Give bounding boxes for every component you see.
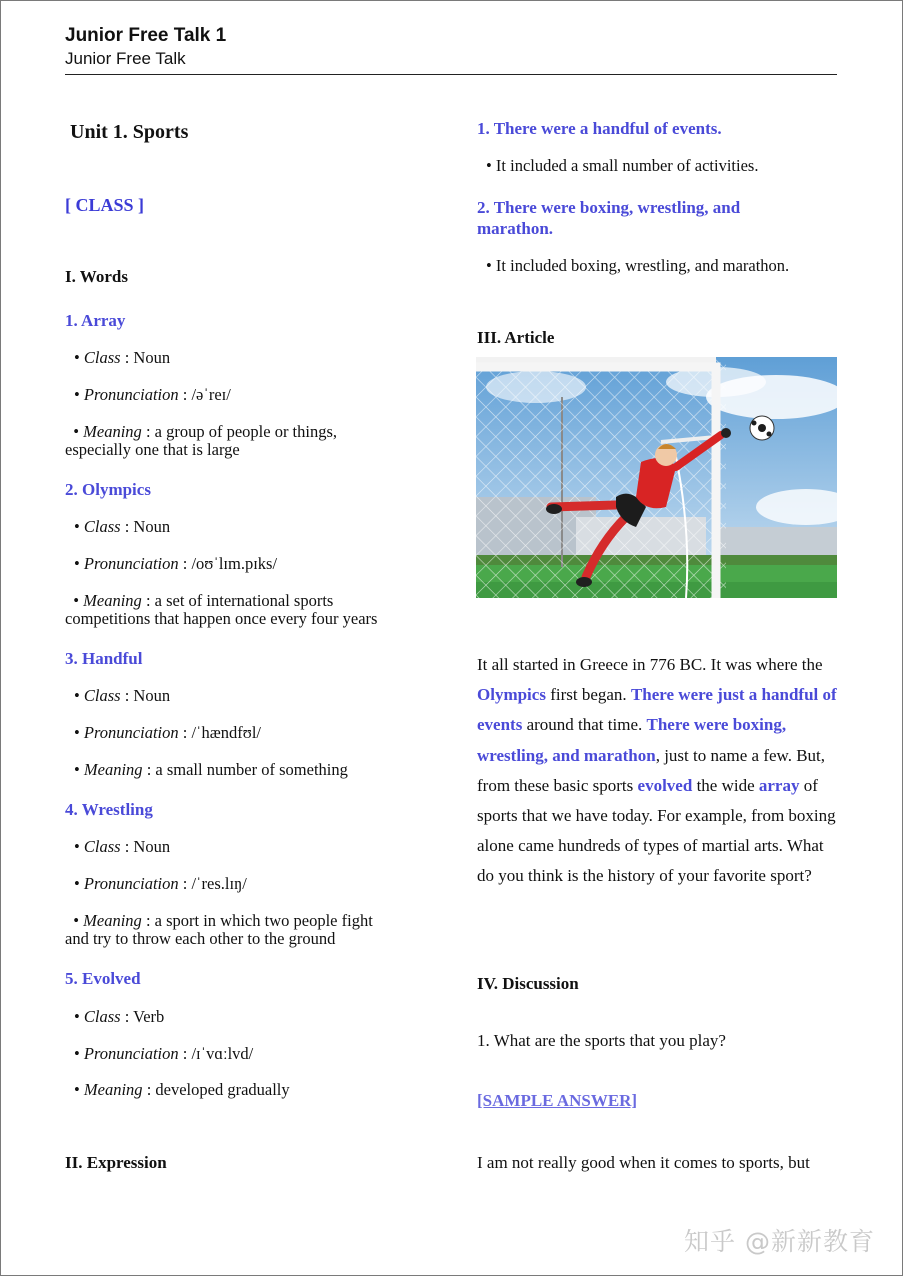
word-pronunciation: • Pronunciation : /ɪˈvɑːlvd/ [74,1044,254,1063]
highlight-evolved: evolved [637,775,693,795]
goalkeeper-illustration [476,357,837,598]
unit-title: Unit 1. Sports [70,121,189,143]
highlight-boxing: There were boxing, wrestling, and marathon [477,715,787,765]
highlight-handful: There were just a handful of events [477,685,837,735]
article-heading: III. Article [477,328,555,347]
expression-heading: II. Expression [65,1153,167,1172]
article-body: It all started in Greece in 776 BC. It was where the Olympics first began. There were just a handful of events around that time. There were boxing, wrestling, and marathon, just to name a few. But, from these basic sports evolved the wide array of sports that we have today. For example, from boxing alone came hundreds of types of martial arts. What do you think is the history of your favorite sport? [477,655,837,886]
word-meaning: • Meaning : a sport in which two people fight and try to throw each other to the ground [65,911,373,948]
highlight-olympics: Olympics [477,685,546,705]
discussion-heading: IV. Discussion [477,974,579,993]
expression-explanation: • It included a small number of activities. [486,156,759,175]
word-pronunciation: • Pronunciation : /əˈreɪ/ [74,385,231,404]
sample-answer-text: I am not really good when it comes to sports, but [477,1153,810,1172]
word-meaning: • Meaning : developed gradually [74,1080,290,1099]
word-title: 5. Evolved [65,969,141,988]
word-title: 3. Handful [65,649,143,668]
word-title: 4. Wrestling [65,800,153,819]
word-class: • Class : Noun [74,517,171,536]
word-title: 1. Array [65,311,126,330]
class-tag: [ CLASS ] [65,195,145,215]
word-class: • Class : Noun [74,686,171,705]
expression-title: 2. There were boxing, wrestling, and marathon. [477,198,741,238]
sample-answer-link[interactable]: [SAMPLE ANSWER] [477,1091,638,1110]
words-heading: I. Words [65,267,128,286]
expression-title: 1. There were a handful of events. [477,119,722,138]
word-pronunciation: • Pronunciation : /ˈhændfʊl/ [74,723,262,742]
discussion-question: 1. What are the sports that you play? [477,1031,726,1050]
article-photo [476,357,837,598]
header-divider [65,74,837,75]
word-pronunciation: • Pronunciation : /ˈres.lɪŋ/ [74,874,247,893]
word-class: • Class : Verb [74,1007,165,1026]
header-title: Junior Free Talk 1 [65,25,227,46]
page-header [65,24,837,70]
word-class: • Class : Noun [74,837,171,856]
word-meaning: • Meaning : a small number of something [74,760,348,779]
word-meaning: • Meaning : a set of international sports competitions that happen once every four years [65,591,378,628]
word-class: • Class : Noun [74,348,171,367]
watermark: 知乎 @新新教育 [684,1227,875,1256]
word-pronunciation: • Pronunciation : /oʊˈlɪm.pɪks/ [74,554,278,573]
highlight-array: array [758,775,800,795]
word-meaning: • Meaning : a group of people or things, especially one that is large [65,422,338,459]
expression-explanation: • It included boxing, wrestling, and marathon. [486,256,790,275]
word-title: 2. Olympics [65,480,151,499]
header-subtitle: Junior Free Talk [65,49,186,68]
